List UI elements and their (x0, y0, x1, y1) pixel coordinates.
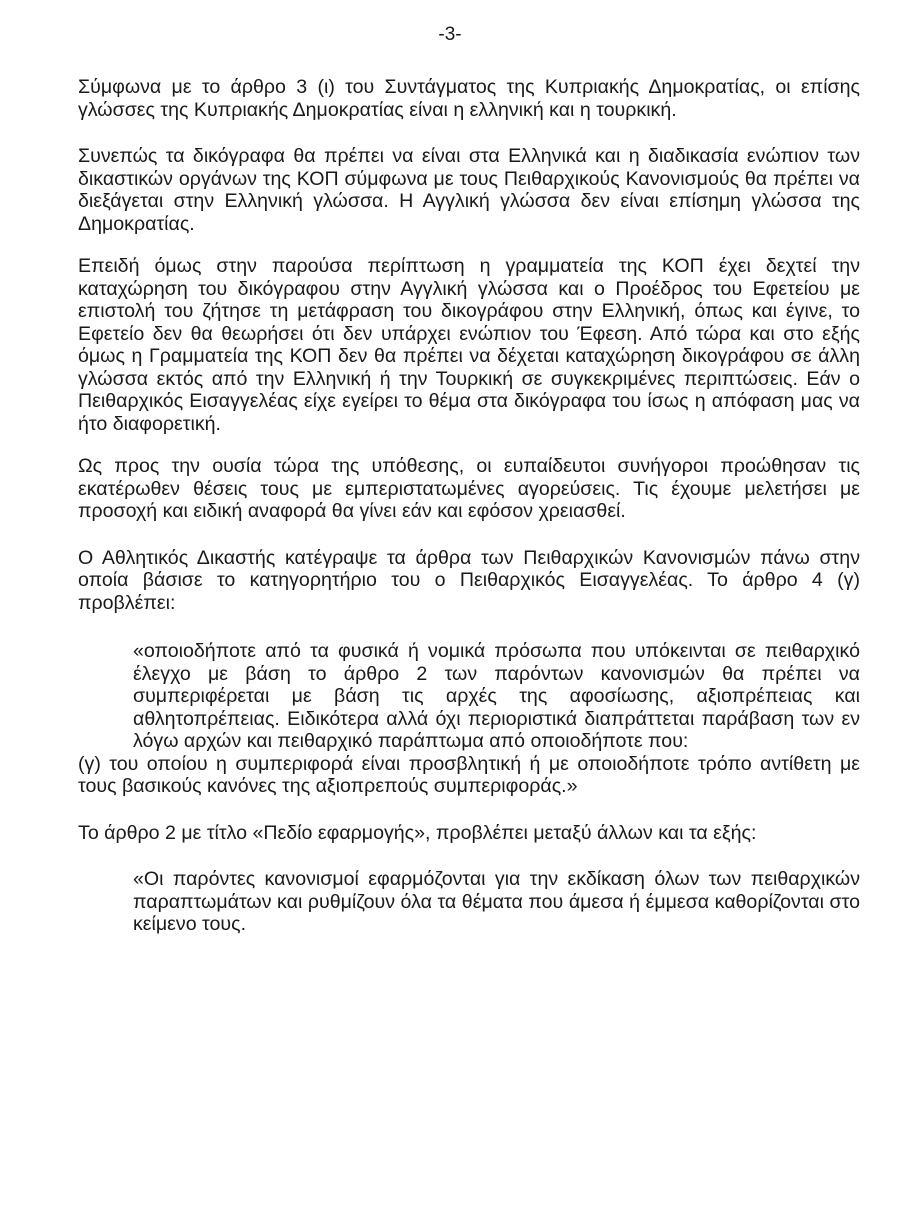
paragraph-constitution-languages: Σύμφωνα με το άρθρο 3 (ι) του Συντάγματος της Κυπριακής Δημοκρατίας, οι επίσης γλώσσες της Κυπριακής Δημοκρατίας είναι η ελληνική και η τουρκική. (78, 76, 860, 121)
paragraph-substance-of-case: Ως προς την ουσία τώρα της υπόθεσης, οι ευπαίδευτοι συνήγοροι προώθησαν τις εκατέρωθεν θέσεις τους με εμπεριστατωμένες αγορεύσεις. Τις έχουμε μελετήσει με προσοχή και ειδική αναφορά θα γίνει εάν και εφόσον χρειασθεί. (78, 455, 860, 522)
document-body (78, 76, 860, 936)
paragraph-article-2-intro: Το άρθρο 2 με τίτλο «Πεδίο εφαρμογής», προβλέπει μεταξύ άλλων και τα εξής: (78, 821, 757, 844)
quote-article-4-item-c: (γ) του οποίου η συμπεριφορά είναι προσβλητική ή με οποιοδήποτε τρόπο αντίθετη με τους βασικούς κανόνες της αξιοπρεπούς συμπεριφοράς.» (78, 752, 860, 797)
page-number: -3- (438, 24, 462, 45)
paragraph-athletic-judge-articles: Ο Αθλητικός Δικαστής κατέγραψε τα άρθρα των Πειθαρχικών Κανονισμών πάνω στην οποία βάσισε το κατηγορητήριο του ο Πειθαρχικός Εισαγγελέας. Το άρθρο 4 (γ) προβλέπει: (78, 546, 860, 614)
quote-article-2: «Οι παρόντες κανονισμοί εφαρμόζονται για την εκδίκαση όλων των πειθαρχικών παραπτωμάτων και ρυθμίζουν όλα τα θέματα που άμεσα ή έμμεσα καθορίζονται στο κείμενο τους. (133, 868, 860, 935)
paragraph-english-filing-exception: Επειδή όμως στην παρούσα περίπτωση η γραμματεία της ΚΟΠ έχει δεχτεί την καταχώρηση του δικόγραφου στην Αγγλική γλώσσα και ο Προέδρος του Εφετείου με επιστολή του ζήτησε τη μετάφραση του δικογράφου στην Ελληνική, όπως και έγινε, το Εφετείο δεν θα θεωρήσει ότι δεν υπάρχει ενώπιον του Έφεση. Από τώρα και στο εξής όμως η Γραμματεία της ΚΟΠ δεν θα πρέπει να δέχεται καταχώρηση δικογράφου σε άλλη γλώσσα εκτός από την Ελληνική ή την Τουρκική σε συγκεκριμένες περιπτώσεις. Εάν ο Πειθαρχικός Εισαγγελέας είχε εγείρει το θέμα στα δικόγραφα του ίσως η απόφαση μας να ήτο διαφορετική. (78, 255, 860, 435)
quote-article-4: «οποιοδήποτε από τα φυσικά ή νομικά πρόσωπα που υπόκεινται σε πειθαρχικό έλεγχο με βάση το άρθρο 2 των παρόντων κανονισμών θα πρέπει να συμπεριφέρεται με βάση τις αρχές της αφοσίωσης, αξιοπρέπειας και αθλητοπρέπειας. Ειδικότερα αλλά όχι περιοριστικά διαπράττεται παράβαση των εν λόγω αρχών και πειθαρχικό παράπτωμα από οποιοδήποτε που: (133, 640, 860, 752)
paragraph-greek-language-requirement: Συνεπώς τα δικόγραφα θα πρέπει να είναι στα Ελληνικά και η διαδικασία ενώπιον των δικαστικών οργάνων της ΚΟΠ σύμφωνα με τους Πειθαρχικούς Κανονισμούς θα πρέπει να διεξάγεται στην Ελληνική γλώσσα. Η Αγγλική γλώσσα δεν είναι επίσημη γλώσσα της Δημοκρατίας. (78, 145, 860, 235)
